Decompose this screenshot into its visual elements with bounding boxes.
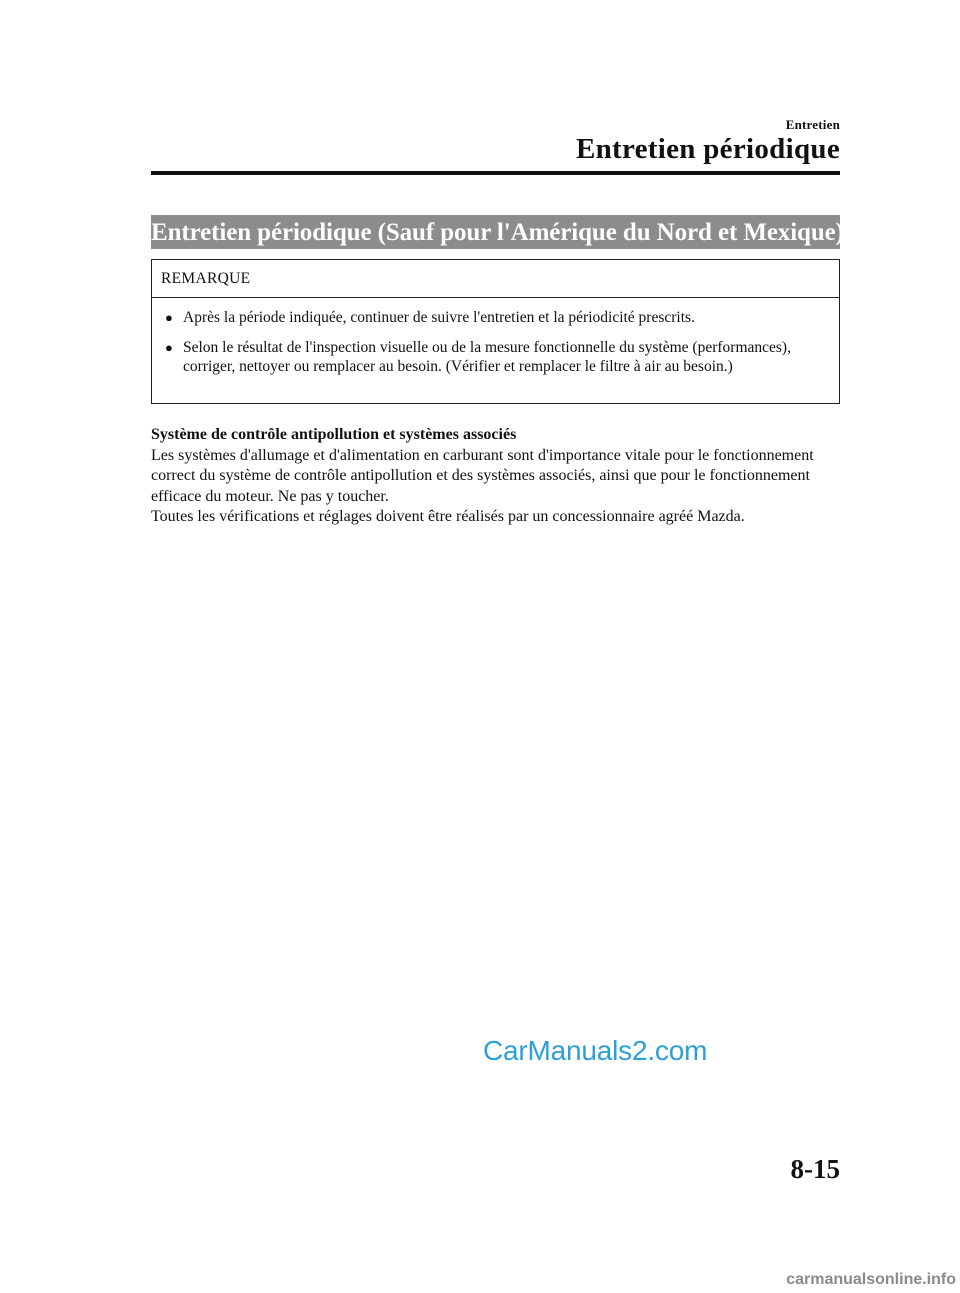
body-text: [151, 425, 843, 528]
note-item: [161, 308, 819, 327]
bullet-icon: ●: [165, 310, 173, 325]
bullet-icon: ●: [165, 340, 173, 355]
note-title: REMARQUE: [161, 270, 251, 287]
chapter-label: Entretien: [785, 117, 840, 132]
watermark-link[interactable]: CarManuals2.com: [483, 1035, 708, 1066]
header-divider: [151, 171, 840, 175]
note-divider: [152, 297, 839, 298]
subheading: Système de contrôle antipollution et systèmes associés: [151, 426, 517, 443]
footer-logo[interactable]: carmanualsonline.info: [786, 1271, 956, 1288]
section-banner: Entretien périodique (Sauf pour l'Amérique du Nord et Mexique): [151, 215, 840, 249]
section-title: Entretien périodique: [575, 133, 840, 165]
note-item-text: Après la période indiquée, continuer de suivre l'entretien et la périodicité prescrits.: [183, 309, 695, 326]
note-item: [161, 338, 819, 376]
note-item-text: Selon le résultat de l'inspection visuelle ou de la mesure fonctionnelle du système (performances), corriger, nettoyer ou remplacer au besoin. (Vérifier et remplacer le filtre à air au besoin.): [183, 339, 791, 375]
note-box: [151, 259, 840, 404]
page-number: 8-15: [790, 1154, 840, 1184]
paragraph: Les systèmes d'allumage et d'alimentation en carburant sont d'importance vitale pour le fonctionnement correct du système de contrôle antipollution et des systèmes associés, ainsi que pour le fonctionnement efficace du moteur. Ne pas y toucher.: [151, 446, 814, 505]
paragraph: Toutes les vérifications et réglages doivent être réalisés par un concessionnaire agréé Mazda.: [151, 508, 745, 525]
